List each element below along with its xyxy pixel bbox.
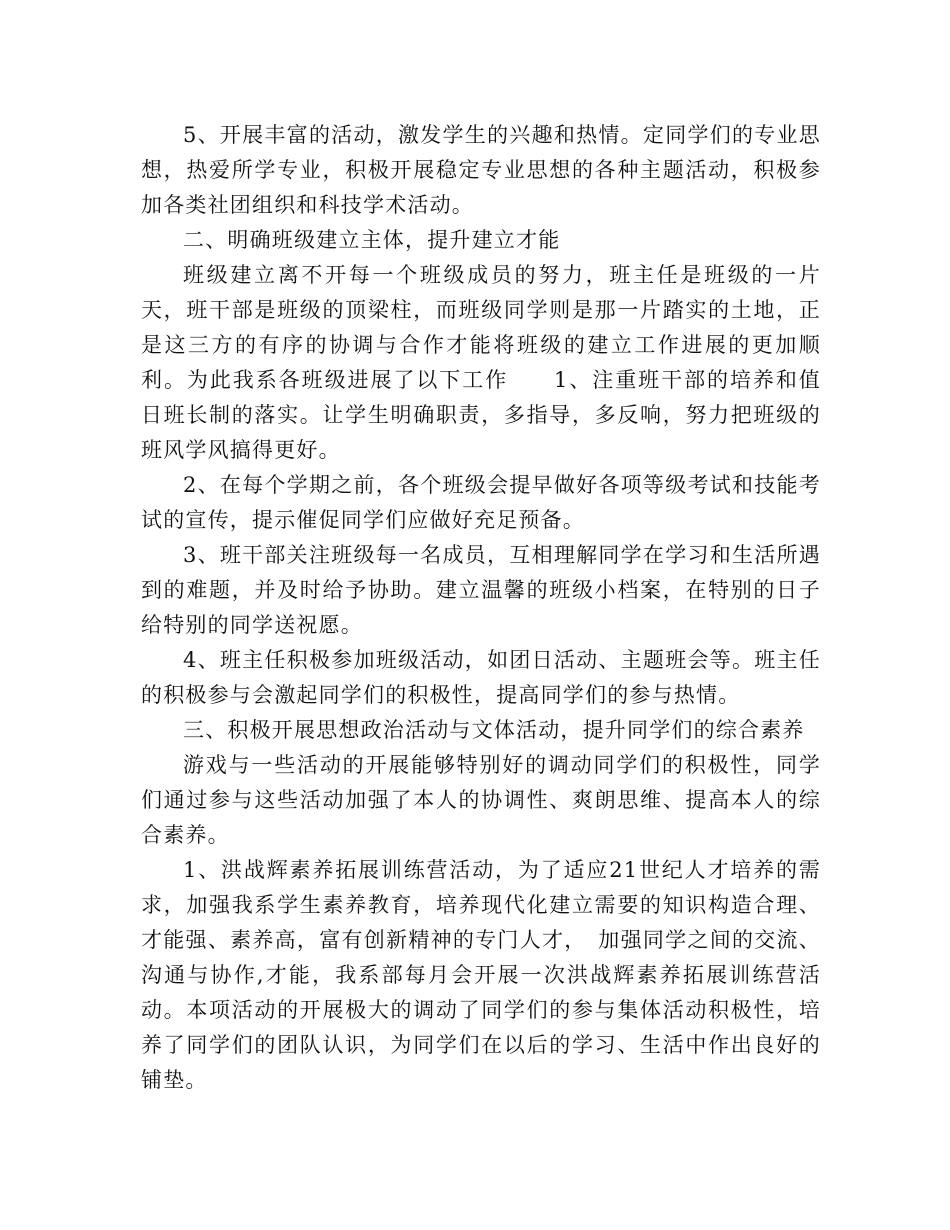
section-heading-3: 三、积极开展思想政治活动与文体活动，提升同学们的综合素养 bbox=[183, 718, 805, 742]
paragraph-item-5: 5、开展丰富的活动，激发学生的兴趣和热情。定同学们的专业思想，热爱所学专业，积极开展稳定专业思想的各种主题活动，积极参加各类社团组织和科技学术活动。 bbox=[141, 123, 821, 217]
paragraph-training-camp: 1、洪战辉素养拓展训练营活动，为了适应21世纪人才培养的需求，加强我系学生素养教育，培养现代化建立需要的知识构造合理、才能强、素养高，富有创新精神的专门人才， 加强同学之间的交流、沟通与协作,才能，我系部每月会开展一次洪战辉素养拓展训练营活动。本项活动的开展极大的调动了同学们的参与集体活动积极性，培养了同学们的团队认识，为同学们在以后的学习、生活中作出良好的铺垫。 bbox=[141, 858, 821, 1092]
paragraph-item-4: 4、班主任积极参加班级活动，如团日活动、主题班会等。班主任的积极参与会激起同学们的积极性，提高同学们的参与热情。 bbox=[141, 648, 821, 707]
paragraph-class-building: 班级建立离不开每一个班级成员的努力，班主任是班级的一片天，班干部是班级的顶梁柱，而班级同学则是那一片踏实的土地，正是这三方的有序的协调与合作才能将班级的建立工作进展的更加顺利。为此我系各班级进展了以下工作 1、注重班干部的培养和值日班长制的落实。让学生明确职责，多指导，多反响，努力把班级的班风学风搞得更好。 bbox=[141, 263, 821, 462]
paragraph-item-2: 2、在每个学期之前，各个班级会提早做好各项等级考试和技能考试的宣传，提示催促同学们应做好充足预备。 bbox=[141, 473, 821, 532]
section-heading-2: 二、明确班级建立主体，提升建立才能 bbox=[183, 228, 561, 252]
paragraph-item-3: 3、班干部关注班级每一名成员，互相理解同学在学习和生活所遇到的难题，并及时给予协助。建立温馨的班级小档案，在特别的日子给特别的同学送祝愿。 bbox=[141, 543, 821, 637]
document-body bbox=[141, 118, 821, 1098]
paragraph-activities-intro: 游戏与一些活动的开展能够特别好的调动同学们的积极性，同学们通过参与这些活动加强了本人的协调性、爽朗思维、提高本人的综合素养。 bbox=[141, 753, 821, 847]
